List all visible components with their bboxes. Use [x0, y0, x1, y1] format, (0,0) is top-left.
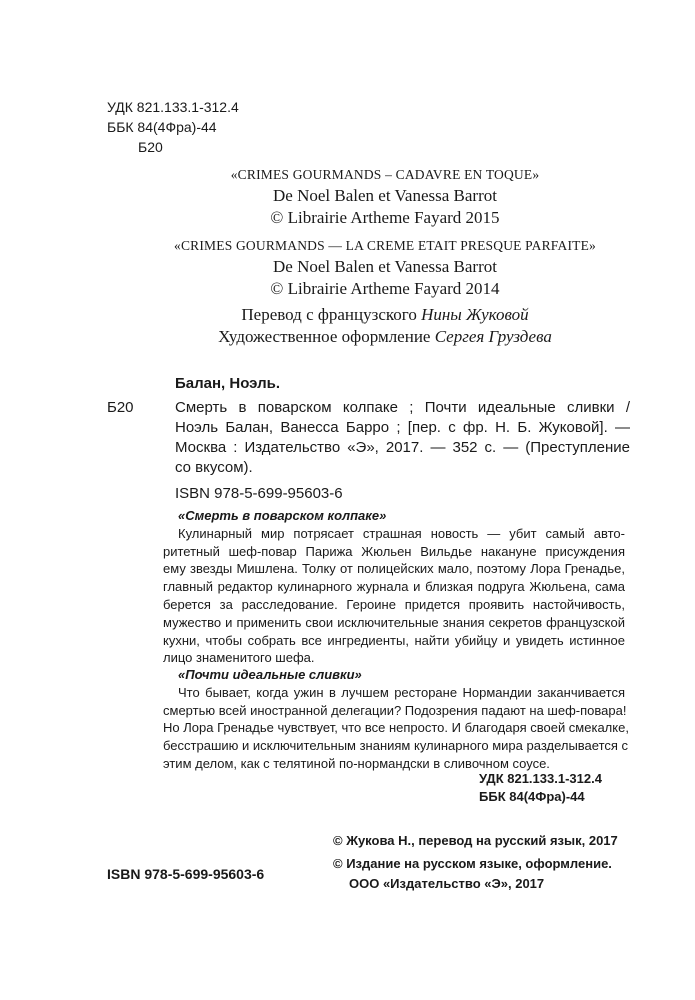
description-line: Смерть в поварском колпаке ; Почти идеальные сливки / — [175, 399, 630, 416]
bottom-udk: УДК 821.133.1-312.4 — [479, 771, 602, 786]
original-edition-2 — [105, 236, 665, 300]
annotation-2 — [163, 666, 629, 773]
catalog-sign: Б20 — [107, 399, 134, 416]
annotation-line: мужество и применить свои исключительные знания секретов французской — [163, 614, 625, 630]
credits — [185, 304, 585, 348]
footer-isbn: ISBN 978-5-699-95603-6 — [107, 866, 265, 882]
original-copyright: © Librairie Artheme Fayard 2014 — [270, 279, 500, 298]
description-line: Ноэль Балан, Ванесса Барро ; [пер. с фр. Н. Б. Жуковой]. — — [175, 419, 630, 436]
description-line: со вкусом). — [175, 459, 253, 476]
design-credit: Художественное оформление Сергея Груздева — [218, 327, 552, 346]
original-authors: De Noel Balen et Vanessa Barrot — [273, 257, 497, 276]
original-copyright: © Librairie Artheme Fayard 2015 — [270, 208, 500, 227]
annotation-line: Кулинарный мир потрясает страшная новость — убит самый авто- — [178, 525, 625, 541]
original-title: «CRIMES GOURMANDS — LA CREME ETAIT PRESQUE PARFAITE» — [174, 238, 596, 253]
annotation-line: этим делом, как с телятиной по-нормандски в сливочном соусе. — [163, 755, 550, 771]
copyright-block — [333, 831, 618, 894]
catalog-isbn: ISBN 978-5-699-95603-6 — [175, 485, 343, 502]
annotation-line: берется за расследование. Героине придется проявить настойчивость, — [163, 596, 625, 612]
designer-name: Сергея Груздева — [434, 327, 552, 346]
bbk-code: ББК 84(4Фра)-44 — [107, 119, 217, 135]
copyright-edition: © Издание на русском языке, оформление. — [333, 856, 612, 871]
annotation-line: лицо знаменитого шефа. — [163, 650, 315, 666]
description-line: Москва : Издательство «Э», 2017. — 352 с. — (Преступление — [175, 439, 630, 456]
annotation-line: ритетный шеф-повар Парижа Жюльен Вильдье накануне присуждения — [163, 543, 625, 559]
annotation-line: кухни, чтобы собрать все ингредиенты, найти убийцу и увидеть истинное — [163, 632, 625, 648]
author-sign: Б20 — [138, 139, 163, 155]
annotation-line: бесстрашию и исключительным знаниям кулинарного мира разделывается с — [163, 738, 629, 754]
catalog-description — [175, 398, 630, 478]
original-title: «CRIMES GOURMANDS – CADAVRE EN TOQUE» — [230, 167, 540, 182]
annotation-line: Но Лора Гренадье чувствует, что все непросто. И благодаря своей смекалке, — [163, 720, 629, 736]
annotation-title: «Смерть в поварском колпаке» — [178, 508, 387, 523]
publisher-line: ООО «Издательство «Э», 2017 — [349, 876, 545, 891]
udk-code: УДК 821.133.1-312.4 — [107, 99, 239, 115]
classification-block — [107, 97, 239, 157]
copyright-translation: © Жукова Н., перевод на русский язык, 2017 — [333, 833, 618, 848]
bottom-classification — [479, 770, 602, 806]
translation-credit: Перевод с французского Нины Жуковой — [241, 305, 529, 324]
translator-name: Нины Жуковой — [421, 305, 529, 324]
annotation-title: «Почти идеальные сливки» — [178, 667, 362, 682]
annotation-line: смертью всей иностранной делегации? Подозрения падают на шеф-повара! — [163, 702, 627, 718]
bottom-bbk: ББК 84(4Фра)-44 — [479, 789, 585, 804]
annotation-line: главный редактор кулинарного журнала и близкая подруга Жюльена, сама — [163, 579, 625, 595]
catalog-author-heading: Балан, Ноэль. — [175, 375, 281, 392]
annotation-1 — [163, 507, 625, 667]
original-edition-1 — [180, 165, 590, 229]
annotation-line: Что бывает, когда ужин в лучшем ресторане Нормандии заканчивается — [178, 684, 625, 700]
original-authors: De Noel Balen et Vanessa Barrot — [273, 186, 497, 205]
annotation-line: ему звезды Мишлена. Толку от полицейских мало, поэтому Лора Гренадье, — [163, 561, 625, 577]
